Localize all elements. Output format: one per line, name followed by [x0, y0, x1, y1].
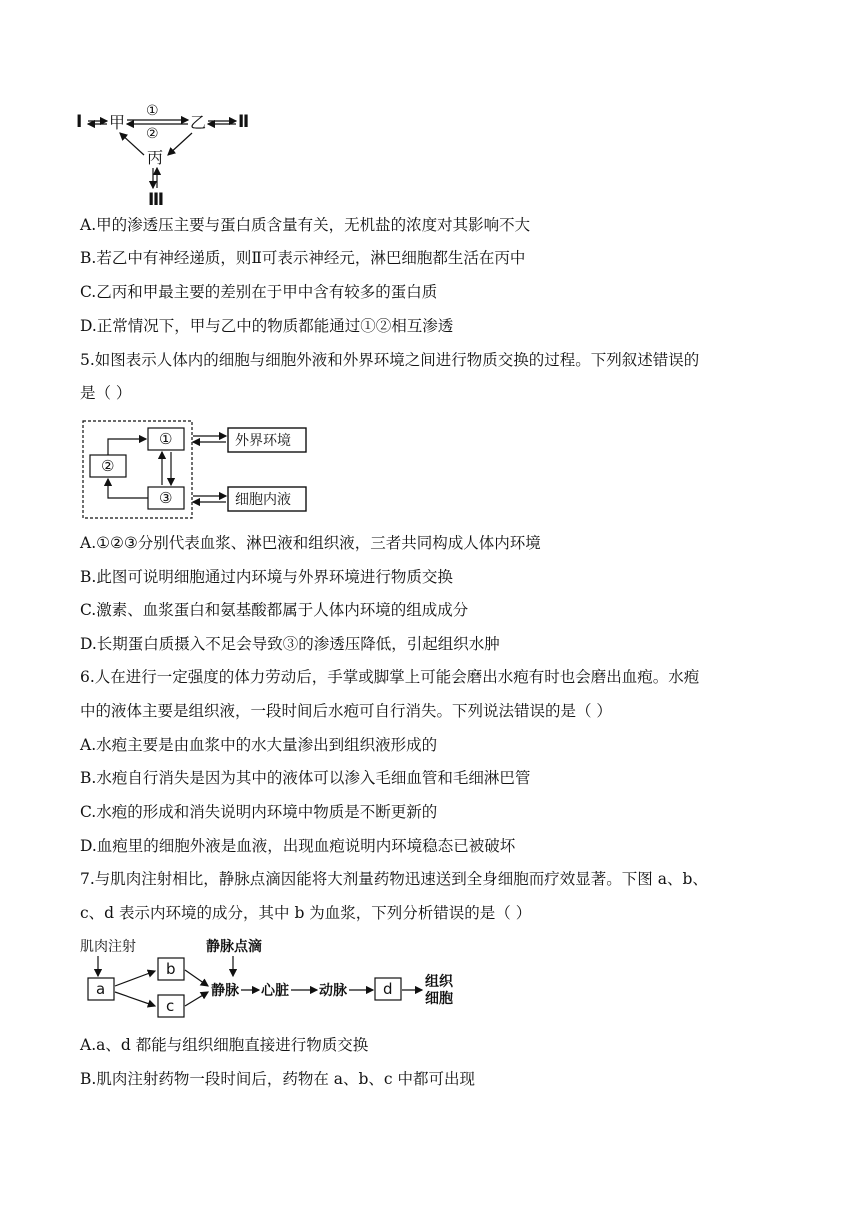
label-tissue-1: 组织 — [425, 974, 453, 990]
q4-option-a: A.甲的渗透压主要与蛋白质含量有关，无机盐的浓度对其影响不大 — [80, 216, 531, 234]
q7-option-b: B.肌肉注射药物一段时间后，药物在 a、b、c 中都可出现 — [80, 1070, 476, 1088]
q5-stem-line1: 5.如图表示人体内的细胞与细胞外液和外界环境之间进行物质交换的过程。下列叙述错误的 — [80, 351, 700, 369]
q7-stem-line2: c、d 表示内环境的成分，其中 b 为血浆，下列分析错误的是（ ） — [80, 904, 532, 922]
label-II: Ⅱ — [238, 112, 250, 132]
q6-option-a: A.水疱主要是由血浆中的水大量渗出到组织液形成的 — [80, 736, 438, 754]
q6-option-b: B.水疱自行消失是因为其中的液体可以渗入毛细血管和毛细淋巴管 — [80, 769, 531, 787]
label-artery: 动脉 — [319, 983, 347, 999]
diagram-fluid-exchange — [70, 100, 270, 210]
label-heart: 心脏 — [261, 983, 289, 999]
label-yi: 乙 — [190, 113, 207, 132]
q4-option-b: B.若乙中有神经递质，则Ⅱ可表示神经元，淋巴细胞都生活在丙中 — [80, 249, 526, 267]
diagram-cell-environment — [80, 418, 320, 522]
node-a: a — [96, 980, 106, 998]
label-tissue-2: 细胞 — [425, 991, 453, 1007]
q6-stem-line1: 6.人在进行一定强度的体力劳动后，手掌或脚掌上可能会磨出水疱有时也会磨出血疱。水疱 — [80, 668, 700, 686]
label-circle-2: ② — [146, 126, 159, 142]
diagram-injection-path — [78, 934, 478, 1026]
label-III: Ⅲ — [148, 190, 165, 210]
node-1: ① — [159, 430, 173, 448]
node-d: d — [383, 980, 393, 998]
node-c: c — [166, 997, 175, 1015]
node-intracellular: 细胞内液 — [235, 492, 291, 508]
q7-stem-line1: 7.与肌肉注射相比，静脉点滴因能将大剂量药物迅速送到全身细胞而疗效显著。下图 a、b、 — [80, 870, 708, 888]
q5-stem-line2: 是（ ） — [80, 384, 132, 402]
label-vein: 静脉 — [211, 983, 239, 999]
label-I: Ⅰ — [76, 112, 83, 132]
node-2: ② — [101, 457, 115, 475]
q5-option-d: D.长期蛋白质摄入不足会导致③的渗透压降低，引起组织水肿 — [80, 635, 500, 653]
q5-option-c: C.激素、血浆蛋白和氨基酸都属于人体内环境的组成成分 — [80, 601, 469, 619]
q5-option-b: B.此图可说明细胞通过内环境与外界环境进行物质交换 — [80, 568, 453, 586]
label-bing: 丙 — [147, 148, 164, 167]
node-external: 外界环境 — [235, 433, 291, 449]
node-b: b — [166, 960, 176, 978]
q6-option-c: C.水疱的形成和消失说明内环境中物质是不断更新的 — [80, 803, 438, 821]
q6-stem-line2: 中的液体主要是组织液，一段时间后水疱可自行消失。下列说法错误的是（ ） — [80, 702, 612, 720]
q4-option-c: C.乙丙和甲最主要的差别在于甲中含有较多的蛋白质 — [80, 283, 438, 301]
label-im-injection: 肌肉注射 — [80, 939, 136, 955]
q5-option-a: A.①②③分别代表血浆、淋巴液和组织液，三者共同构成人体内环境 — [80, 534, 541, 552]
q4-option-d: D.正常情况下，甲与乙中的物质都能通过①②相互渗透 — [80, 317, 454, 335]
q7-option-a: A.a、d 都能与组织细胞直接进行物质交换 — [80, 1036, 369, 1054]
node-3: ③ — [159, 489, 173, 507]
label-jia: 甲 — [109, 113, 126, 132]
label-circle-1: ① — [146, 103, 159, 119]
q6-option-d: D.血疱里的细胞外液是血液，出现血疱说明内环境稳态已被破坏 — [80, 837, 516, 855]
label-iv-drip: 静脉点滴 — [206, 939, 262, 955]
